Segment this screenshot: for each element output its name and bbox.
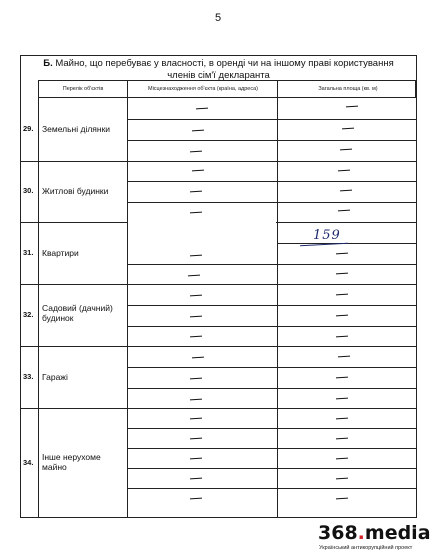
group-label: Земельні ділянки: [42, 124, 111, 134]
group-separator: [20, 284, 417, 285]
row-line: [127, 448, 417, 449]
section-title: [20, 58, 417, 82]
column-divider: [127, 80, 128, 518]
group-label: Житлові будинки: [42, 186, 109, 196]
table-header: [38, 80, 416, 98]
row-line: [127, 119, 417, 120]
watermark-logo: [318, 522, 433, 554]
header-list: Перелік об'єктів: [62, 86, 104, 92]
row-line: [127, 428, 417, 429]
group-number: 34.: [23, 458, 34, 467]
row-line: [127, 488, 417, 489]
group-label: Квартири: [42, 248, 79, 258]
group-label: Садовий (дачний) будинок: [42, 303, 113, 323]
group-number: 30.: [23, 186, 34, 195]
row-line: [127, 264, 417, 265]
group-separator: [20, 408, 417, 409]
group-label: Інше нерухоме майно: [42, 452, 101, 472]
row-line: [127, 468, 417, 469]
column-divider: [277, 80, 278, 518]
watermark-brand-main: 368: [318, 522, 358, 544]
handwritten-area-value: 159: [313, 228, 341, 243]
row-line: [127, 202, 417, 203]
group-number: 32.: [23, 310, 34, 319]
group-separator: [20, 346, 417, 347]
watermark-brand-suffix: media: [364, 522, 431, 544]
row-line: [127, 181, 417, 182]
watermark-brand: [318, 522, 431, 544]
section-title-line1: Майно, що перебуває у власності, в оренді чи на іншому праві користування: [55, 58, 394, 69]
group-separator: [20, 161, 417, 162]
header-location: Місцезнаходження об'єкта (країна, адреса): [148, 86, 258, 92]
row-line: [127, 388, 417, 389]
group-label: Гаражі: [42, 372, 68, 382]
watermark-tagline: Український антикорупційний проект: [319, 545, 413, 551]
group-number: 29.: [23, 124, 34, 133]
group-number: 33.: [23, 372, 34, 381]
row-line: [127, 305, 417, 306]
row-line: [127, 140, 417, 141]
watermark-brand-sep: .: [357, 522, 365, 544]
row-line: [127, 326, 417, 327]
page-number: 5: [214, 12, 222, 24]
group-number: 31.: [23, 248, 34, 257]
section-title-line2: членів сім'ї декларанта: [167, 70, 270, 81]
redacted-block: [128, 205, 276, 245]
header-area: Загальна площа (кв. м): [318, 86, 378, 92]
section-title-prefix: Б.: [43, 58, 53, 69]
row-line: [127, 367, 417, 368]
